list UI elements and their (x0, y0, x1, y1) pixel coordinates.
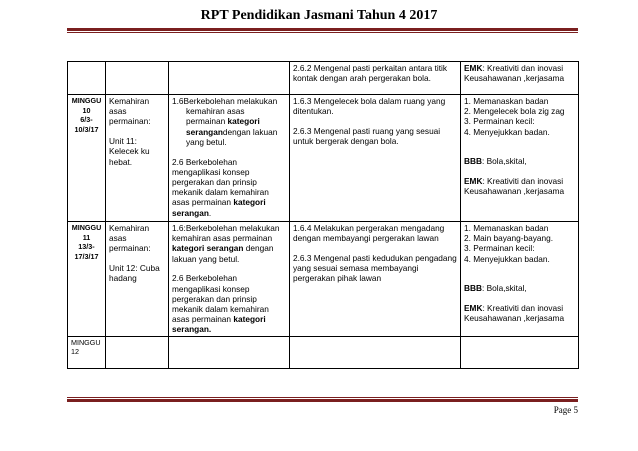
footer-rule (67, 399, 578, 402)
sk-item (172, 157, 286, 218)
emk-text: : Kreativiti dan inovasi Keusahawanan ,kerjasama (464, 302, 565, 323)
tema-line: Kemahiran (109, 223, 150, 233)
minggu-number: 12 (71, 347, 79, 357)
aktiviti-item: 4. Menyejukkan badan. (464, 253, 550, 264)
table-row (68, 62, 579, 95)
footer-rule-thin (67, 397, 578, 398)
unit-line: Kelecek ku (109, 146, 150, 157)
aktiviti-cell (461, 336, 579, 368)
rpt-table (67, 61, 579, 369)
sp-item: 1.6.3 Mengelecek bola dalam ruang yang ditentukan. (293, 96, 446, 117)
minggu-date-end: 17/3/17 (74, 251, 99, 261)
emk-text: : Kreativiti dan inovasi Keusahawanan ,kerjasama (464, 63, 565, 84)
minggu-date-end: 10/3/17 (74, 124, 99, 134)
aktiviti-item: 4. Menyejukkan badan. (464, 126, 550, 137)
sk-bold: kategori serangan (172, 243, 244, 254)
standard-kandungan-cell (169, 336, 290, 368)
tema-cell (106, 62, 169, 95)
minggu-date-start: 13/3- (78, 242, 95, 251)
page-title: RPT Pendidikan Jasmani Tahun 4 2017 (200, 8, 438, 23)
minggu-cell (68, 95, 106, 222)
emk-label: EMK (464, 175, 483, 186)
sk-text: dengan lakuan yang betul. (172, 243, 274, 264)
minggu-label: MINGGU (71, 96, 102, 105)
page-number: Page 5 (553, 405, 578, 415)
sp-item: 2.6.3 Mengenal pasti ruang yang sesuai untuk bergerak dengan bola. (293, 125, 441, 147)
standard-pembelajaran-cell (290, 222, 461, 337)
aktiviti-cell (461, 95, 579, 222)
sk-text: . (208, 207, 212, 218)
standard-kandungan-cell (169, 62, 290, 95)
header-rule-thin (67, 32, 578, 33)
bbb-label: BBB (464, 282, 482, 293)
tema-line: permainan: (109, 116, 151, 127)
sk-text: 1.6:Berkebolehan melakukan kemahiran asas permainan (172, 223, 280, 244)
emk-text: : Kreativiti dan inovasi Keusahawanan ,kerjasama (464, 175, 565, 196)
sk-item (172, 223, 286, 264)
table-row (68, 95, 579, 222)
tema-line: asas (109, 106, 127, 117)
emk-label: EMK (464, 302, 483, 313)
bbb-text: : Bola,skital, (481, 282, 527, 293)
sk-item (172, 96, 286, 147)
sp-item: 2.6.3 Mengenal pasti kedudukan pengadang yang sesuai semasa membayangi pergerakan pihak lawan (293, 252, 457, 284)
sk-bold: kategori serangan (186, 116, 260, 137)
sp-text: 2.6.2 Mengenal pasti perkaitan antara titik kontak dengan arah pergerakan bola. (293, 63, 448, 84)
unit-line: Unit 12: Cuba (109, 263, 160, 274)
sp-item: 1.6.4 Melakukan pergerakan mengadang dengan membayangi pergerakan lawan (293, 223, 445, 244)
minggu-label: MINGGU (71, 337, 101, 347)
unit-line: hebat. (109, 156, 133, 167)
table-row (68, 222, 579, 337)
sk-number: 1.6 (172, 96, 184, 106)
header-rule (67, 28, 578, 31)
sk-text: Berkebolehan melakukan kemahiran asas permainan (183, 96, 278, 127)
bbb-line (464, 156, 575, 166)
aktiviti-item: 1. Memanaskan badan (464, 96, 549, 106)
sk-text: dengan lakuan yang betul. (186, 126, 278, 147)
minggu-cell (68, 62, 106, 95)
standard-kandungan-cell (169, 222, 290, 337)
unit-line: hadang (109, 273, 137, 284)
sk-bold: kategori serangan (172, 197, 266, 218)
aktiviti-cell (461, 222, 579, 337)
emk-label: EMK (464, 63, 483, 73)
sk-text: 2.6 Berkebolehan mengaplikasi konsep pergerakan dan prinsip mekanik dalam kemahiran asas permainan (172, 156, 269, 208)
standard-pembelajaran-cell (290, 62, 461, 95)
minggu-cell (68, 222, 106, 337)
bbb-label: BBB (464, 155, 482, 166)
tema-line: permainan: (109, 243, 151, 254)
standard-pembelajaran-cell (290, 336, 461, 368)
tema-line: Kemahiran (109, 96, 150, 106)
sk-text: 2.6 Berkebolehan mengaplikasi konsep pergerakan dan prinsip mekanik dalam kemahiran asas permainan (172, 273, 269, 325)
aktiviti-item: 2. Mengelecek bola zig zag (464, 106, 565, 117)
bbb-text: : Bola,skital, (481, 155, 527, 166)
minggu-label: MINGGU (71, 223, 102, 232)
standard-kandungan-cell (169, 95, 290, 222)
sk-item (172, 273, 286, 334)
aktiviti-item: 3. Permainan kecil: (464, 116, 535, 127)
unit-line: Unit 11: (109, 136, 137, 147)
minggu-date-start: 6/3- (80, 115, 93, 124)
tema-line: asas (109, 233, 127, 244)
tema-cell (106, 222, 169, 337)
standard-pembelajaran-cell (290, 95, 461, 222)
aktiviti-item: 1. Memanaskan badan (464, 223, 549, 233)
sk-bold: kategori serangan. (172, 314, 266, 335)
table-row (68, 336, 579, 368)
minggu-number: 11 (82, 232, 91, 242)
minggu-cell (68, 336, 106, 368)
aktiviti-cell (461, 62, 579, 95)
aktiviti-item: 2. Main bayang-bayang. (464, 233, 554, 244)
emk-line (464, 303, 575, 323)
minggu-number: 10 (82, 105, 91, 115)
bbb-line (464, 283, 575, 293)
aktiviti-item: 3. Permainan kecil: (464, 243, 535, 254)
tema-cell (106, 95, 169, 222)
tema-cell (106, 336, 169, 368)
emk-line (464, 176, 575, 196)
